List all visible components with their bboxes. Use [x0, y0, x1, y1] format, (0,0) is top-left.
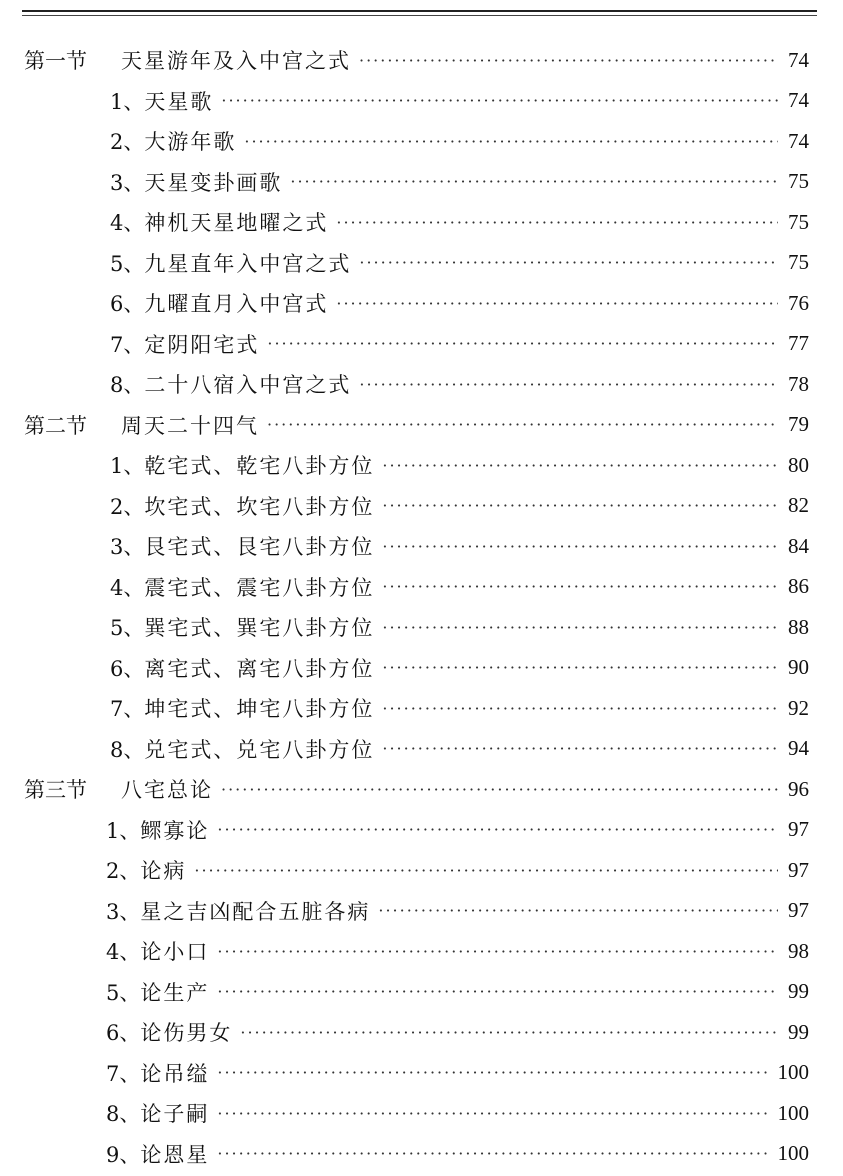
- entry-number: 6、: [106, 1021, 141, 1045]
- dot-leader: [382, 658, 778, 677]
- entry-title: 定阴阳宅式: [144, 332, 260, 357]
- dot-leader: [217, 982, 778, 1001]
- dot-leader: [382, 618, 778, 637]
- dot-leader: [194, 861, 778, 880]
- page-number: 99: [788, 979, 809, 1003]
- entry-title: 坤宅式、坤宅八卦方位: [144, 697, 375, 721]
- page-number: 99: [788, 1019, 809, 1044]
- toc-entry-row: [106, 850, 809, 890]
- dot-leader: [217, 1104, 767, 1123]
- top-rule-thin: [22, 15, 817, 16]
- section-number: 第一节: [24, 49, 87, 73]
- page-number: 75: [788, 250, 809, 274]
- entry-title: 论生产: [140, 980, 210, 1005]
- entry-number: 1、: [110, 89, 145, 114]
- entry-title: 二十八宿入中宫之式: [144, 373, 352, 397]
- entry-title: 乾宅式、乾宅八卦方位: [144, 454, 375, 478]
- page-number: 100: [777, 1060, 809, 1084]
- toc-entry-row: [106, 1093, 809, 1133]
- page-number: 90: [788, 655, 809, 679]
- toc-section-row: [24, 40, 809, 80]
- dot-leader: [382, 537, 778, 556]
- page-number: 77: [788, 331, 809, 355]
- dot-leader: [382, 496, 778, 515]
- section-title: 八宅总论: [121, 778, 213, 802]
- toc-entry-row: [106, 1134, 809, 1174]
- dot-leader: [244, 132, 778, 151]
- page-number: 84: [788, 533, 809, 558]
- entry-number: 8、: [106, 1102, 141, 1126]
- page-number: 97: [788, 817, 809, 841]
- entry-title: 论吊缢: [140, 1061, 210, 1086]
- entry-title: 离宅式、离宅八卦方位: [144, 656, 375, 681]
- dot-leader: [382, 456, 778, 475]
- dot-leader: [359, 51, 778, 70]
- entry-number: 1、: [110, 454, 145, 478]
- dot-leader: [382, 699, 778, 718]
- entry-number: 2、: [110, 130, 145, 154]
- dot-leader: [290, 172, 778, 191]
- page-number: 97: [788, 898, 809, 922]
- section-number: 第三节: [24, 778, 87, 802]
- toc-entry-row: [106, 972, 809, 1012]
- toc-section-row: [24, 769, 809, 809]
- page-number: 100: [777, 1141, 809, 1165]
- page-number: 74: [788, 128, 809, 153]
- entry-title: 论病: [140, 859, 187, 883]
- dot-leader: [336, 213, 778, 232]
- entry-number: 6、: [110, 656, 145, 681]
- page-number: 94: [788, 736, 809, 760]
- page-number: 75: [788, 209, 809, 234]
- dot-leader: [240, 1023, 778, 1042]
- dot-leader: [336, 294, 778, 313]
- dot-leader: [378, 901, 778, 920]
- page-number: 80: [788, 452, 809, 477]
- toc-entry-row: [106, 931, 809, 971]
- entry-number: 4、: [110, 575, 145, 600]
- dot-leader: [217, 942, 778, 961]
- entry-number: 7、: [110, 332, 145, 357]
- toc-entry-row: [106, 1012, 809, 1052]
- toc-entry-row: [110, 486, 809, 526]
- entry-number: 4、: [106, 940, 141, 964]
- dot-leader: [221, 780, 778, 799]
- entry-number: 9、: [106, 1142, 141, 1167]
- page-number: 96: [788, 776, 809, 801]
- entry-number: 2、: [106, 859, 141, 883]
- page-number: 74: [788, 88, 809, 112]
- entry-number: 5、: [110, 251, 145, 276]
- entry-title: 震宅式、震宅八卦方位: [144, 575, 375, 600]
- dot-leader: [382, 739, 778, 758]
- entry-number: 8、: [110, 737, 145, 762]
- page-number: 79: [788, 412, 809, 436]
- toc-entry-row: [110, 81, 809, 121]
- entry-title: 天星变卦画歌: [144, 170, 283, 195]
- entry-title: 星之吉凶配合五脏各病: [140, 899, 371, 924]
- page-number: 78: [788, 371, 809, 396]
- entry-number: 3、: [110, 170, 145, 195]
- entry-title: 鳏寡论: [140, 818, 210, 843]
- entry-title: 大游年歌: [144, 130, 237, 154]
- entry-number: 5、: [106, 980, 141, 1005]
- entry-title: 天星歌: [144, 89, 214, 114]
- section-title: 天星游年及入中宫之式: [121, 49, 351, 73]
- toc-entry-row: [106, 810, 809, 850]
- page-number: 97: [788, 857, 809, 882]
- dot-leader: [267, 334, 778, 353]
- toc-entry-row: [110, 445, 809, 485]
- toc-entry-row: [106, 1053, 809, 1093]
- entry-title: 巽宅式、巽宅八卦方位: [144, 616, 375, 640]
- dot-leader: [217, 1063, 767, 1082]
- entry-title: 神机天星地曜之式: [144, 211, 329, 235]
- dot-leader: [267, 415, 778, 434]
- dot-leader: [217, 1144, 767, 1163]
- dot-leader: [221, 91, 778, 110]
- top-rule: [22, 10, 817, 12]
- entry-number: 7、: [110, 697, 145, 721]
- dot-leader: [359, 253, 778, 272]
- entry-title: 坎宅式、坎宅八卦方位: [144, 494, 375, 519]
- section-number: 第二节: [24, 413, 87, 438]
- page-number: 92: [788, 695, 809, 720]
- page-number: 75: [788, 169, 809, 193]
- toc-entry-row: [110, 688, 809, 728]
- toc-entry-row: [110, 729, 809, 769]
- entry-number: 3、: [106, 899, 141, 924]
- toc-entry-row: [110, 526, 809, 566]
- toc-entry-row: [110, 324, 809, 364]
- page-number: 88: [788, 614, 809, 639]
- toc-entry-row: [110, 607, 809, 647]
- entry-number: 7、: [106, 1061, 141, 1086]
- toc-entry-row: [110, 121, 809, 161]
- entry-title: 兑宅式、兑宅八卦方位: [144, 737, 375, 762]
- toc-section-row: [24, 405, 809, 445]
- toc-entry-row: [110, 162, 809, 202]
- entry-title: 论恩星: [140, 1142, 210, 1167]
- section-title: 周天二十四气: [121, 413, 259, 438]
- page-number: 82: [788, 493, 809, 517]
- dot-leader: [382, 577, 778, 596]
- toc-entry-row: [106, 891, 809, 931]
- entry-number: 1、: [106, 818, 141, 843]
- toc-entry-row: [110, 648, 809, 688]
- page-number: 74: [788, 47, 809, 72]
- toc-entry-row: [110, 364, 809, 404]
- entry-number: 8、: [110, 373, 145, 397]
- dot-leader: [359, 375, 778, 394]
- page-number: 76: [788, 290, 809, 315]
- page-number: 86: [788, 574, 809, 598]
- entry-number: 6、: [110, 292, 145, 316]
- page-number: 98: [788, 938, 809, 963]
- entry-title: 论伤男女: [140, 1021, 233, 1045]
- entry-title: 九星直年入中宫之式: [144, 251, 352, 276]
- toc-entry-row: [110, 567, 809, 607]
- dot-leader: [217, 820, 778, 839]
- toc-entry-row: [110, 283, 809, 323]
- entry-number: 3、: [110, 535, 145, 559]
- entry-number: 5、: [110, 616, 145, 640]
- entry-title: 论子嗣: [140, 1102, 210, 1126]
- toc-entry-row: [110, 243, 809, 283]
- toc-entry-row: [110, 202, 809, 242]
- entry-title: 论小口: [140, 940, 210, 964]
- page-number: 100: [777, 1100, 809, 1125]
- entry-number: 4、: [110, 211, 145, 235]
- entry-title: 九曜直月入中宫式: [144, 292, 329, 316]
- entry-title: 艮宅式、艮宅八卦方位: [144, 535, 375, 559]
- entry-number: 2、: [110, 494, 145, 519]
